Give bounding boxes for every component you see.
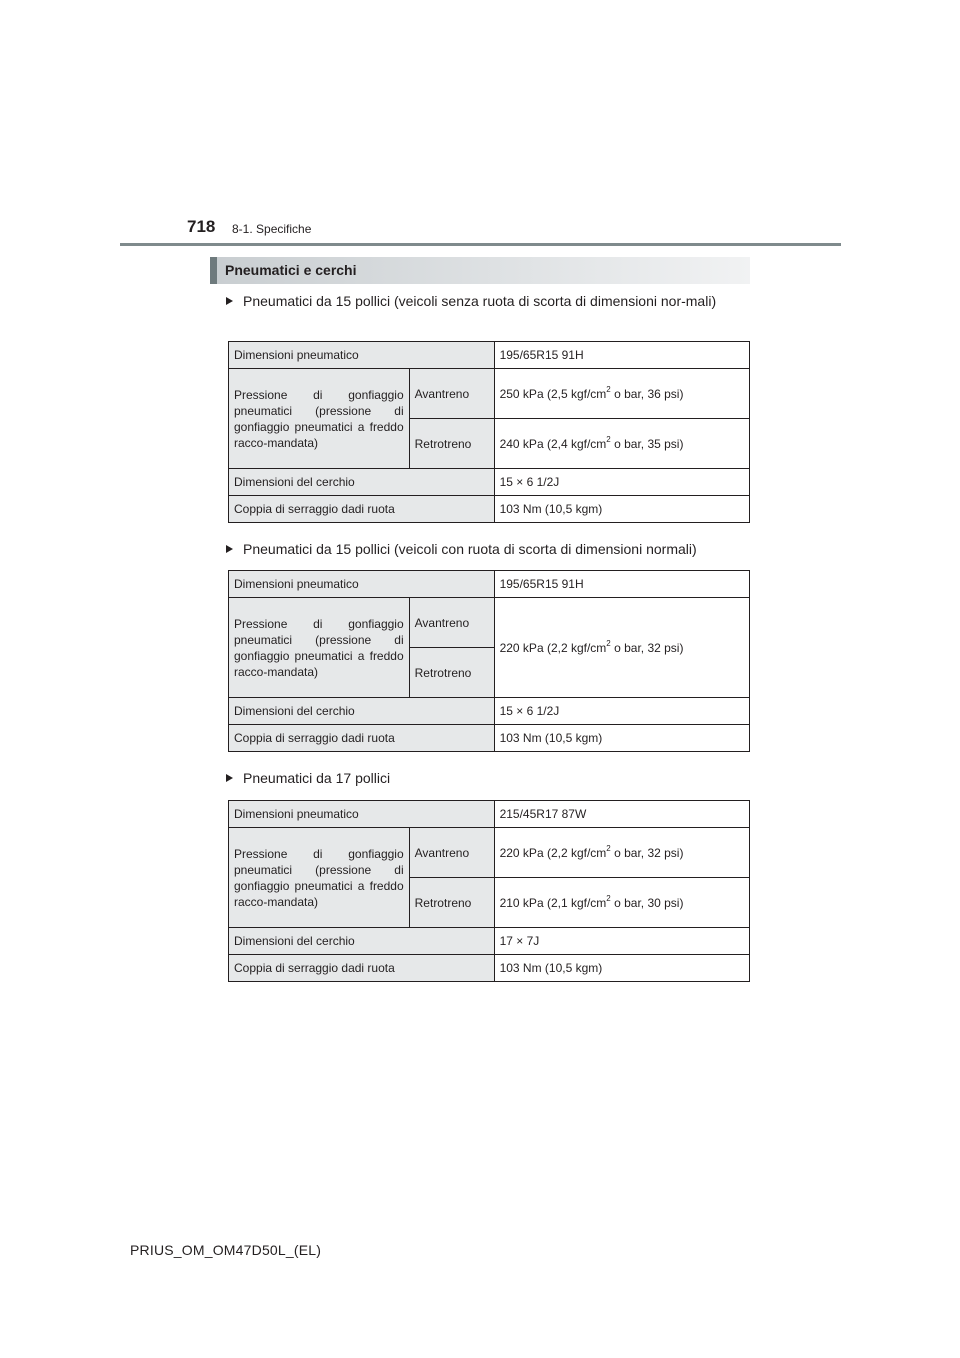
header-divider [120, 243, 841, 246]
triangle-bullet-icon [226, 774, 233, 782]
front-axle-label: Avantreno [409, 598, 494, 648]
torque-label: Coppia di serraggio dadi ruota [229, 725, 495, 752]
rear-axle-label: Retrotreno [409, 419, 494, 469]
table-row [229, 928, 750, 955]
tire-size-label: Dimensioni pneumatico [229, 801, 495, 828]
document-code: PRIUS_OM_OM47D50L_(EL) [130, 1242, 322, 1258]
caption-text: Pneumatici da 15 pollici (veicoli senza ruota di scorta di dimensioni nor-mali) [243, 293, 717, 309]
wheel-size-value: 17 × 7J [494, 928, 749, 955]
torque-value: 103 Nm (10,5 kgm) [494, 955, 749, 982]
table-row [229, 955, 750, 982]
triangle-bullet-icon [226, 297, 233, 305]
front-axle-label: Avantreno [409, 369, 494, 419]
wheel-size-label: Dimensioni del cerchio [229, 928, 495, 955]
table-row [229, 598, 750, 648]
spec-table-1 [228, 341, 750, 523]
tire-size-label: Dimensioni pneumatico [229, 571, 495, 598]
table-caption-3 [226, 767, 748, 789]
pressure-label: Pressione di gonfiaggio pneumatici (pressione di gonfiaggio pneumatici a freddo racco-mandata) [229, 828, 410, 928]
table-row [229, 342, 750, 369]
tire-size-value: 215/45R17 87W [494, 801, 749, 828]
table-row [229, 828, 750, 878]
table-row [229, 698, 750, 725]
table-caption-2 [226, 538, 748, 560]
pressure-label: Pressione di gonfiaggio pneumatici (pressione di gonfiaggio pneumatici a freddo racco-mandata) [229, 598, 410, 698]
rear-pressure-value: 210 kPa (2,1 kgf/$cm^2$ o bar, 30 psi) [494, 878, 749, 928]
table-row [229, 469, 750, 496]
wheel-size-value: 15 × 6 1/2J [494, 698, 749, 725]
front-pressure-value: 220 kPa (2,2 kgf/$cm^2$ o bar, 32 psi) [494, 828, 749, 878]
torque-label: Coppia di serraggio dadi ruota [229, 955, 495, 982]
table-caption-1 [226, 290, 748, 312]
spec-table-3 [228, 800, 750, 982]
wheel-size-label: Dimensioni del cerchio [229, 469, 495, 496]
front-axle-label: Avantreno [409, 828, 494, 878]
tire-size-label: Dimensioni pneumatico [229, 342, 495, 369]
wheel-size-label: Dimensioni del cerchio [229, 698, 495, 725]
torque-value: 103 Nm (10,5 kgm) [494, 725, 749, 752]
rear-axle-label: Retrotreno [409, 878, 494, 928]
torque-label: Coppia di serraggio dadi ruota [229, 496, 495, 523]
tire-size-value: 195/65R15 91H [494, 342, 749, 369]
chapter-title: 8-1. Specifiche [232, 222, 312, 236]
rear-axle-label: Retrotreno [409, 648, 494, 698]
table-row [229, 369, 750, 419]
wheel-size-value: 15 × 6 1/2J [494, 469, 749, 496]
rear-pressure-value: 240 kPa (2,4 kgf/$cm^2$ o bar, 35 psi) [494, 419, 749, 469]
tire-size-value: 195/65R15 91H [494, 571, 749, 598]
front-pressure-value: 250 kPa (2,5 kgf/$cm^2$ o bar, 36 psi) [494, 369, 749, 419]
table-row [229, 801, 750, 828]
pressure-value: 220 kPa (2,2 kgf/$cm^2$ o bar, 32 psi) [494, 598, 749, 698]
caption-text: Pneumatici da 17 pollici [243, 770, 391, 786]
section-heading: Pneumatici e cerchi [210, 257, 750, 284]
table-row [229, 571, 750, 598]
torque-value: 103 Nm (10,5 kgm) [494, 496, 749, 523]
caption-text: Pneumatici da 15 pollici (veicoli con ruota di scorta di dimensioni normali) [243, 541, 697, 557]
spec-table-2 [228, 570, 750, 752]
triangle-bullet-icon [226, 545, 233, 553]
pressure-label: Pressione di gonfiaggio pneumatici (pressione di gonfiaggio pneumatici a freddo racco-mandata) [229, 369, 410, 469]
page-number: 718 [187, 217, 216, 236]
table-row [229, 725, 750, 752]
table-row [229, 496, 750, 523]
